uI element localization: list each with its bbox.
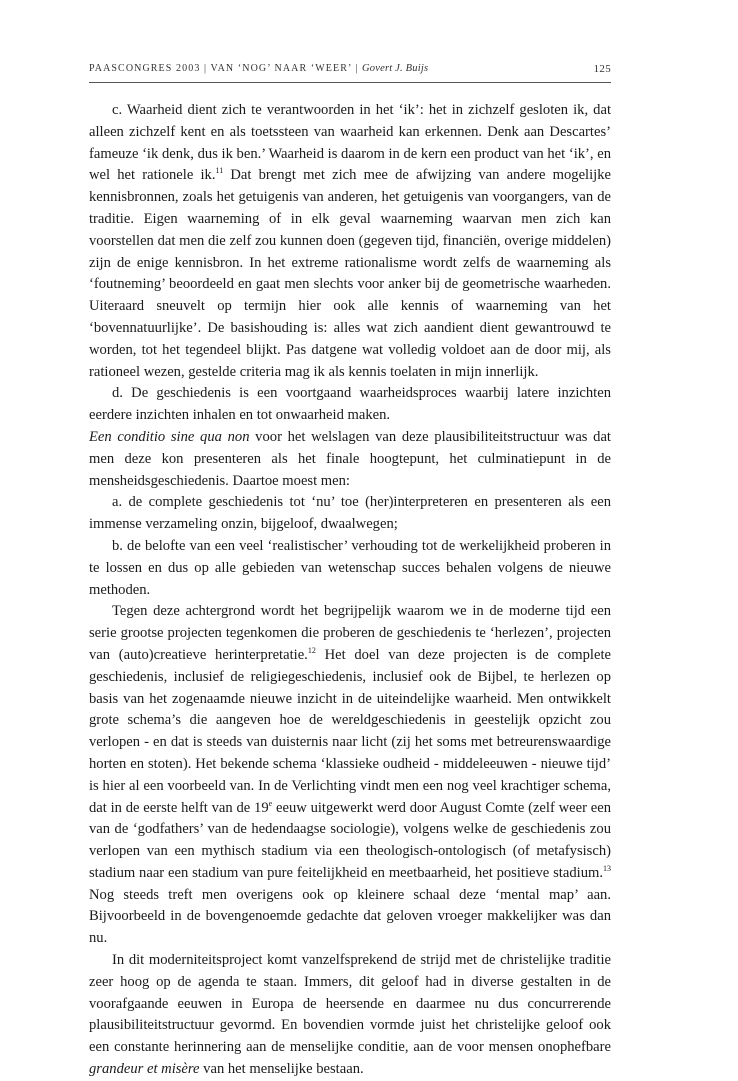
paragraph-text: voor het welslagen van deze plausibiliteitstructuur was dat men deze kon presenteren als het finale hoogtepunt, het culminatiepunt in de mensheidsgeschiedenis. Daartoe moest men: xyxy=(89,428,611,489)
running-header xyxy=(89,63,611,79)
paragraph-conditio xyxy=(89,427,611,492)
header-author: Govert J. Buijs xyxy=(361,63,429,74)
paragraph-text: Dat brengt met zich mee de afwijzing van andere mogelijke kennisbronnen, zoals het getuigenis van anderen, het getuigenis van voorgangers, van de traditie. Eigen waarneming of in elk geval waarneming waarvan men zich kan voorstellen dat men die zelf zou kunnen doen (gegeven tijd, financiën, overige middelen) zijn de enige kennisbron. In het extreme rationalisme wordt zelfs de waarneming als ‘foutneming’ beoordeeld en gaat men slechts voor anker bij de geometrische waarheden. Uiteraard sneuvelt op termijn hier ook alle kennis of waarneming van het ‘bovennatuurlijke’. De basishouding is: alles wat zich aandient dient gewantrouwd te worden, tot het tegendeel blijkt. Pas datgene wat volledig voldoet aan de door mij, als rationeel wezen, gestelde criteria mag ik als kennis toelaten in mijn innerlijk. xyxy=(89,167,611,380)
paragraph-text: Tegen deze achtergrond wordt het begrijpelijk waarom we in de moderne tijd een serie grootse projecten tegenkomen die proberen de geschiedenis te ‘herlezen’, projecten van (auto)creatieve herinterpretatie. xyxy=(89,603,611,663)
paragraph-a xyxy=(89,492,611,536)
paragraph-d xyxy=(89,383,611,427)
paragraph-text: a. de complete geschiedenis tot ‘nu’ toe (her)interpreteren en presenteren als een immense verzameling onzin, bijgeloof, dwaalwegen; xyxy=(89,494,611,533)
paragraph-text: Nog steeds treft men overigens ook op kleinere schaal deze ‘mental map’ aan. Bijvoorbeeld in de bovengenoemde gedachte dat geloven vroeger makkelijker was dan nu. xyxy=(89,886,611,947)
superscript-e: e xyxy=(268,798,273,808)
body-text xyxy=(89,100,611,1081)
italic-phrase: grandeur et misère xyxy=(89,1061,200,1078)
paragraph-c xyxy=(89,100,611,383)
header-title: PAASCONGRES 2003 | VAN ‘NOG’ NAAR ‘WEER’ | xyxy=(89,63,362,74)
footnote-ref: 11 xyxy=(215,166,224,176)
footnote-ref: 13 xyxy=(603,863,611,873)
paragraph-achtergrond xyxy=(89,601,611,950)
paragraph-text: b. de belofte van een veel ‘realistischer’ verhouding tot de werkelijkheid proberen in te lossen en dus op alle gebieden van wetenschap succes behalen volgens de nieuwe methoden. xyxy=(89,537,611,598)
page-number: 125 xyxy=(593,63,611,75)
italic-phrase: Een conditio sine qua non xyxy=(89,428,250,445)
header-rule xyxy=(89,82,611,83)
paragraph-text: c. Waarheid dient zich te verantwoorden in het ‘ik’: het in zichzelf gesloten ik, dat alleen zichzelf kent en als toetssteen van waarheid kan erkennen. Denk aan Descartes’ fameuze ‘ik denk, dus ik ben.’ Waarheid is daarom in de kern een product van het ‘ik’, en wel het rationele ik. xyxy=(89,102,611,184)
paragraph-text: d. De geschiedenis is een voortgaand waarheidsproces waarbij latere inzichten eerdere inzichten inhalen en tot onwaarheid maken. xyxy=(89,385,611,424)
paragraph-text: In dit moderniteitsproject komt vanzelfsprekend de strijd met de christelijke traditie zeer hoog op de agenda te staan. Immers, dit geloof had in diverse gestalten in de voorafgaande eeuwen in Europa de heersende en daarmee nu dus concurrerende plausibiliteitstructuur gevormd. En bovendien vormde juist het christelijke geloof ook een constante herinnering aan de menselijke conditie, aan de voor mensen onophefbare xyxy=(89,952,611,1056)
footnote-ref: 12 xyxy=(307,645,316,655)
paragraph-text: eeuw uitgewerkt werd door August Comte (zelf weer een van de ‘godfathers’ van de hedendaagse sociologie), volgens welke de geschiedenis zou verlopen van een mythisch stadium via een theologisch-ontologisch (of metafysisch) stadium naar een stadium van pure feitelijkheid en meetbaarheid, het positieve stadium. xyxy=(89,799,611,881)
paragraph-text: Het doel van deze projecten is de complete geschiedenis, inclusief de religiegeschiedenis, inclusief ook de Bijbel, te herlezen op basis van het zogenaamde nieuwe inzicht in de uiteindelijke waarheid. Men ontwikkelt grote schema’s die aangeven hoe de wereldgeschiedenis in geestelijk opzicht zou verlopen - en dat is steeds van duisternis naar licht (zij het soms met betreurenswaardige horten en stoten). Het bekende schema ‘klassieke oudheid - middeleeuwen - nieuwe tijd’ is hier al een voorbeeld van. In de Verlichting vindt men een nog veel krachtiger schema, dat in de eerste helft van de 19 xyxy=(89,646,611,816)
paragraph-b xyxy=(89,536,611,601)
header-title-line xyxy=(89,63,428,74)
paragraph-text: van het menselijke bestaan. xyxy=(199,1061,364,1078)
paragraph-moderniteit xyxy=(89,950,611,1081)
